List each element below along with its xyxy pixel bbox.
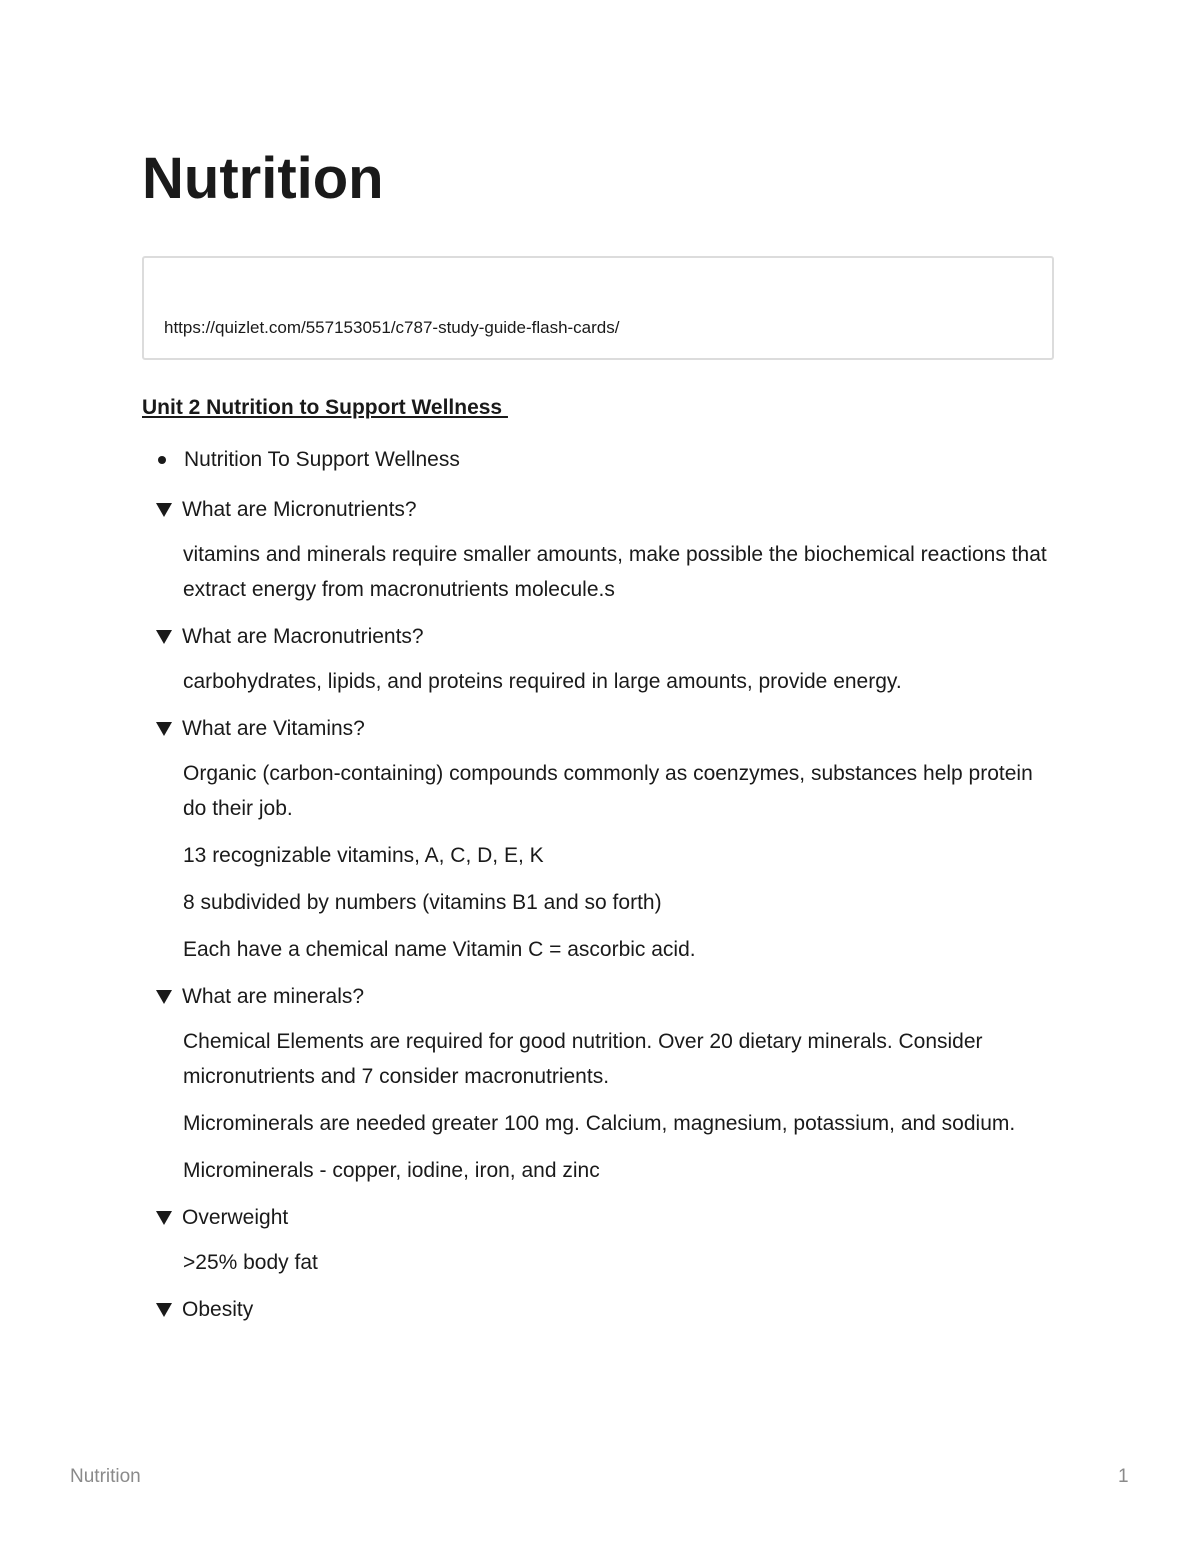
toggle-header-minerals[interactable] bbox=[156, 979, 1056, 1014]
toggle-header-vitamins[interactable] bbox=[156, 711, 1056, 746]
paragraph: Microminerals are needed greater 100 mg. Calcium, magnesium, potassium, and sodium. bbox=[183, 1112, 1016, 1135]
bullet-dot-icon bbox=[158, 456, 166, 464]
bullet-text: Nutrition To Support Wellness bbox=[184, 448, 460, 471]
section-heading: Unit 2 Nutrition to Support Wellness bbox=[142, 396, 508, 419]
page-number: 1 bbox=[1118, 1466, 1129, 1487]
content-body bbox=[156, 442, 1056, 1339]
toggle-header-obesity[interactable] bbox=[156, 1292, 1056, 1327]
toggle-title: What are Vitamins? bbox=[182, 717, 365, 740]
toggle-micronutrients bbox=[156, 492, 1056, 607]
toggle-triangle-icon[interactable] bbox=[156, 503, 172, 517]
toggle-title: Obesity bbox=[182, 1298, 254, 1321]
paragraph: Organic (carbon-containing) compounds commonly as coenzymes, substances help protein do their job. bbox=[183, 762, 1033, 820]
toggle-triangle-icon[interactable] bbox=[156, 1211, 172, 1225]
toggle-triangle-icon[interactable] bbox=[156, 722, 172, 736]
toggle-title: What are Macronutrients? bbox=[182, 625, 424, 648]
paragraph: Each have a chemical name Vitamin C = ascorbic acid. bbox=[183, 938, 696, 961]
paragraph: 13 recognizable vitamins, A, C, D, E, K bbox=[183, 844, 544, 867]
toggle-title: What are Micronutrients? bbox=[182, 498, 417, 521]
toggle-triangle-icon[interactable] bbox=[156, 630, 172, 644]
paragraph: Chemical Elements are required for good nutrition. Over 20 dietary minerals. Consider micronutrients and 7 consider macronutrients. bbox=[183, 1030, 983, 1088]
paragraph: carbohydrates, lipids, and proteins required in large amounts, provide energy. bbox=[183, 670, 902, 693]
toggle-title: What are minerals? bbox=[182, 985, 365, 1008]
toggle-minerals bbox=[156, 979, 1056, 1188]
toggle-body bbox=[156, 756, 1056, 967]
toggle-body bbox=[156, 537, 1056, 607]
toggle-header-overweight[interactable] bbox=[156, 1200, 1056, 1235]
toggle-triangle-icon[interactable] bbox=[156, 1303, 172, 1317]
toggle-body bbox=[156, 664, 1056, 699]
toggle-header-micronutrients[interactable] bbox=[156, 492, 1056, 527]
toggle-title: Overweight bbox=[182, 1206, 289, 1229]
toggle-triangle-icon[interactable] bbox=[156, 990, 172, 1004]
toggle-body bbox=[156, 1024, 1056, 1188]
toggle-macronutrients bbox=[156, 619, 1056, 699]
paragraph: vitamins and minerals require smaller amounts, make possible the biochemical reactions that extract energy from macronutrients molecule.s bbox=[183, 543, 1047, 601]
paragraph: Microminerals - copper, iodine, iron, and zinc bbox=[183, 1159, 600, 1182]
footer-label: Nutrition bbox=[70, 1466, 141, 1487]
bullet-item bbox=[156, 442, 1056, 477]
toggle-vitamins bbox=[156, 711, 1056, 967]
toggle-body bbox=[156, 1245, 1056, 1280]
paragraph: >25% body fat bbox=[183, 1251, 318, 1274]
quizlet-link[interactable]: https://quizlet.com/557153051/c787-study-guide-flash-cards/ bbox=[164, 318, 620, 337]
page-title: Nutrition bbox=[142, 146, 384, 211]
toggle-obesity bbox=[156, 1292, 1056, 1327]
paragraph: 8 subdivided by numbers (vitamins B1 and so forth) bbox=[183, 891, 662, 914]
toggle-header-macronutrients[interactable] bbox=[156, 619, 1056, 654]
toggle-overweight bbox=[156, 1200, 1056, 1280]
link-box bbox=[142, 256, 1054, 360]
